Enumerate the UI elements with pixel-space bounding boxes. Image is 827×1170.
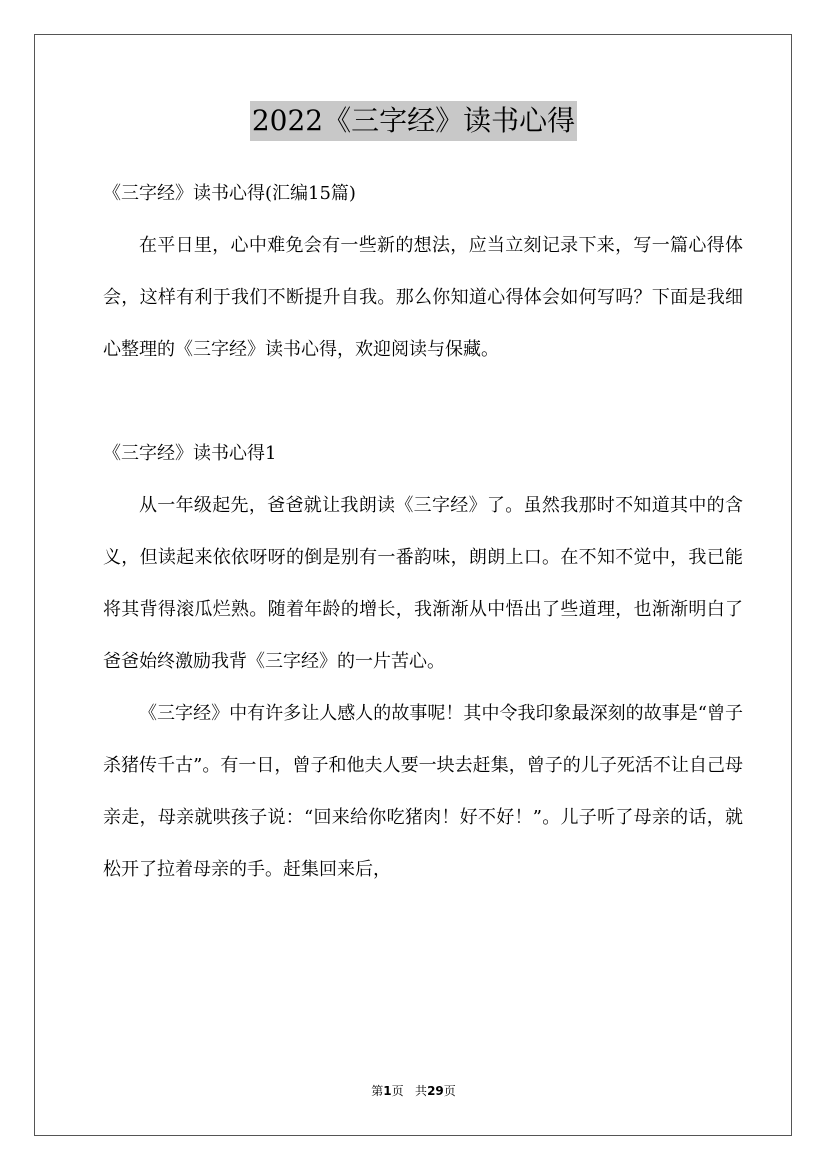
total-prefix: 共 [415,1084,428,1098]
intro-paragraph: 在平日里，心中难免会有一些新的想法，应当立刻记录下来，写一篇心得体会，这样有利于我们不断提升自我。那么你知道心得体会如何写吗？下面是我细心整理的《三字经》读书心得，欢迎阅读与保藏。 [103,235,743,360]
document-body [103,168,743,896]
title-wrap [0,101,827,141]
document-subtitle: 《三字经》读书心得(汇编15篇) [103,183,356,204]
section-gap [103,376,743,428]
page-prefix: 第 [371,1084,384,1098]
page-number: 1 [383,1084,392,1098]
page-label: 页 [391,1084,404,1098]
document-title: 2022《三字经》读书心得 [250,101,577,141]
total-label: 页 [443,1084,456,1098]
total-pages: 29 [427,1084,444,1098]
body-paragraph: 《三字经》中有许多让人感人的故事呢！其中令我印象最深刻的故事是“曾子杀猪传千古”。有一日，曾子和他夫人要一块去赶集，曾子的儿子死活不让自己母亲走，母亲就哄孩子说：“回来给你吃猪肉！好不好！”。儿子听了母亲的话，就松开了拉着母亲的手。赶集回来后， [103,703,743,880]
page-footer [0,1082,827,1099]
body-paragraph: 从一年级起先，爸爸就让我朗读《三字经》了。虽然我那时不知道其中的含义，但读起来依依呀呀的倒是别有一番韵味，朗朗上口。在不知不觉中，我已能将其背得滚瓜烂熟。随着年龄的增长，我渐渐从中悟出了些道理，也渐渐明白了爸爸始终激励我背《三字经》的一片苦心。 [103,495,743,672]
section-heading: 《三字经》读书心得1 [103,443,277,464]
